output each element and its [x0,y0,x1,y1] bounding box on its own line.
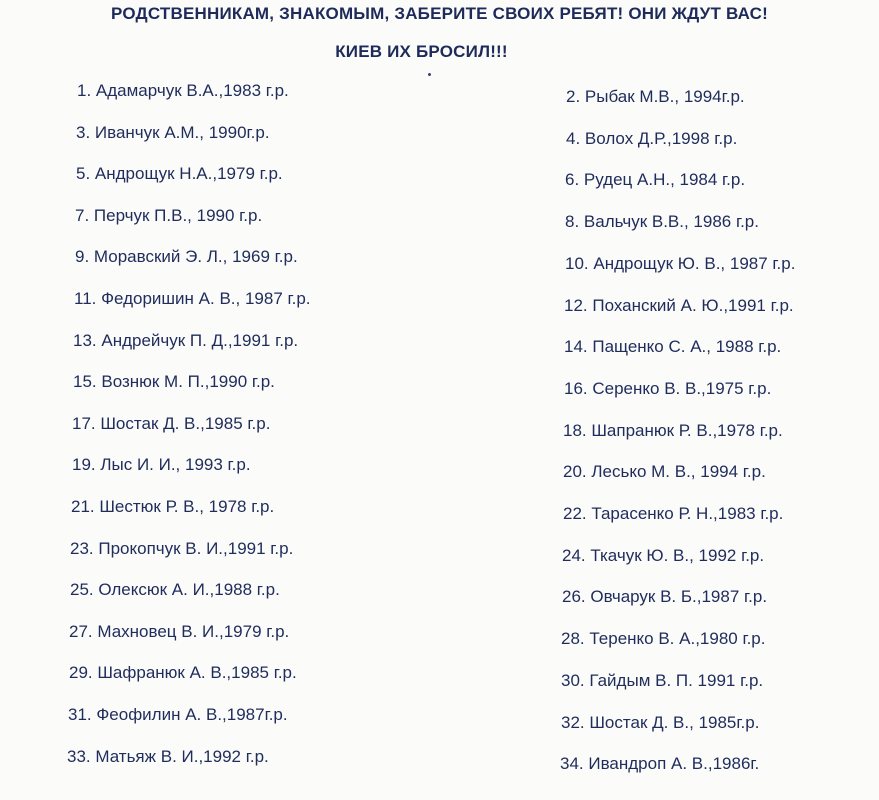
list-item: 29. Шафранюк А. В.,1985 г.р. [69,663,297,682]
list-item: 5. Андрощук Н.А.,1979 г.р. [76,164,283,183]
list-item: 9. Моравский Э. Л., 1969 г.р. [75,247,298,266]
list-item: 34. Ивандроп А. В.,1986г. [560,754,760,773]
list-item: 28. Теренко В. А.,1980 г.р. [561,629,766,648]
list-item: 33. Матьяж В. И.,1992 г.р. [67,747,269,766]
list-item: 10. Андрощук Ю. В., 1987 г.р. [565,254,796,273]
list-item: 26. Овчарук В. Б.,1987 г.р. [562,587,768,606]
list-item: 20. Лесько М. В., 1994 г.р. [563,462,766,481]
list-item: 7. Перчук П.В., 1990 г.р. [75,206,263,225]
list-item: 32. Шостак Д. В., 1985г.р. [561,713,760,732]
list-item: 15. Вознюк М. П.,1990 г.р. [73,372,275,391]
list-item: 14. Пащенко С. А., 1988 г.р. [564,337,782,356]
list-item: 30. Гайдым В. П. 1991 г.р. [561,671,764,690]
list-item: 12. Поханский А. Ю.,1991 г.р. [564,296,794,315]
list-item: 16. Серенко В. В.,1975 г.р. [564,379,772,398]
list-item: 13. Андрейчук П. Д.,1991 г.р. [73,331,299,350]
list-item: 17. Шостак Д. В.,1985 г.р. [72,414,271,433]
list-item: 4. Волох Д.Р.,1998 г.р. [566,129,738,148]
list-item: 31. Феофилин А. В.,1987г.р. [68,705,288,724]
list-item: 18. Шапранюк Р. В.,1978 г.р. [563,421,783,440]
list-item: 21. Шестюк Р. В., 1978 г.р. [71,497,275,516]
list-item: 2. Рыбак М.В., 1994г.р. [566,87,745,106]
list-item: 23. Прокопчук В. И.,1991 г.р. [70,539,294,558]
list-item: 6. Рудец А.Н., 1984 г.р. [565,170,746,189]
list-item: 11. Федоришин А. В., 1987 г.р. [74,289,311,308]
list-item: 19. Лыс И. И., 1993 г.р. [72,455,251,474]
list-item: 1. Адамарчук В.А.,1983 г.р. [77,81,289,100]
document-subheading: КИЕВ ИХ БРОСИЛ!!! [335,42,508,61]
list-item: 3. Иванчук А.М., 1990г.р. [76,123,270,142]
list-item: 24. Ткачук Ю. В., 1992 г.р. [562,546,765,565]
ink-dot [428,73,431,76]
document-heading: РОДСТВЕННИКАМ, ЗНАКОМЫМ, ЗАБЕРИТЕ СВОИХ РЕБЯТ! ОНИ ЖДУТ ВАС! [111,4,768,23]
list-item: 25. Олексюк А. И.,1988 г.р. [70,580,280,599]
list-item: 27. Махновец В. И.,1979 г.р. [69,622,290,641]
list-item: 22. Тарасенко Р. Н.,1983 г.р. [563,504,784,523]
list-item: 8. Вальчук В.В., 1986 г.р. [565,212,759,231]
